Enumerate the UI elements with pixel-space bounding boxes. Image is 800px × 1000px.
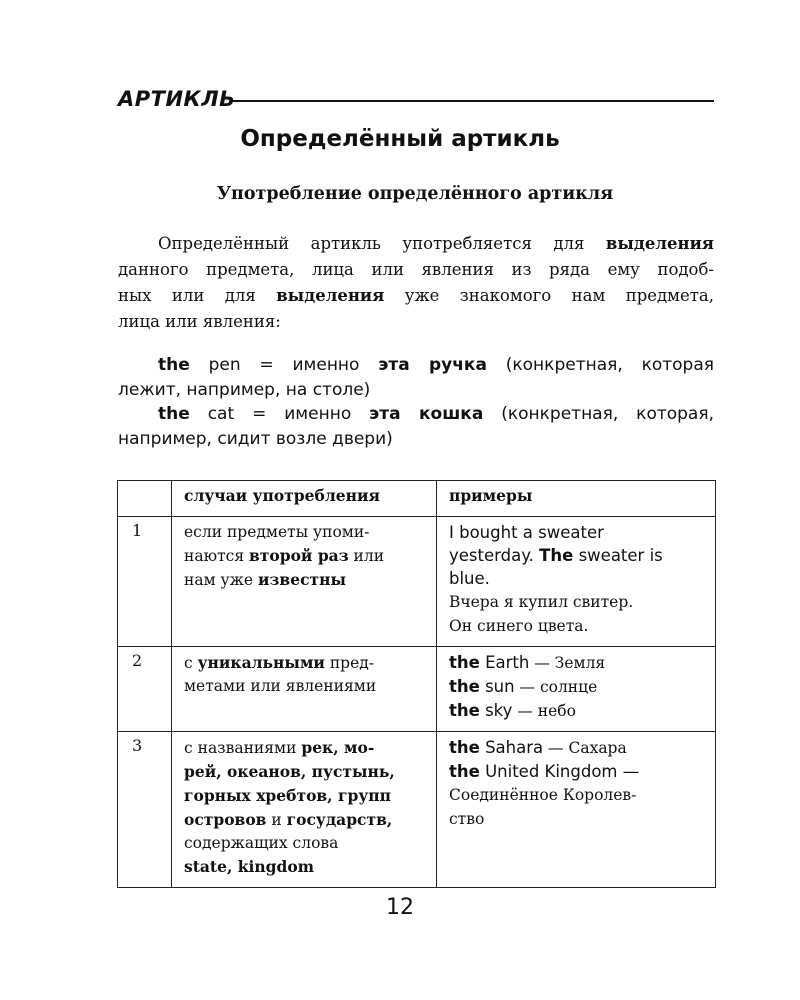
page-title: Определённый артикль (240, 126, 560, 152)
table-row (118, 647, 716, 732)
paragraph-line: данного предмета, лица или явления из ряда ему подоб- (118, 260, 714, 279)
example-cell: the Sahara — Сахара the United Kingdom — Соединённое Королев- ство (437, 732, 716, 888)
header-examples: примеры (437, 481, 716, 517)
subtitle: Употребление определённого артикля (216, 184, 614, 204)
case-cell: с уникальными пред- метами или явлениями (172, 647, 437, 732)
paragraph-line: ных или для выделения уже знакомого нам предмета, (118, 286, 714, 305)
example-cell: I bought a sweater yesterday. The sweater is blue. Вчера я купил свитер. Он синего цвета. (437, 517, 716, 647)
page-number: 12 (386, 895, 414, 920)
paragraph-line: лица или явления: (118, 312, 281, 331)
example-cell: the Earth — Земля the sun — солнце the sky — небо (437, 647, 716, 732)
header-rule (230, 100, 714, 102)
header-num (118, 481, 172, 517)
case-cell: с названиями рек, мо- рей, океанов, пустынь, горных хребтов, групп островов и государств, содержащих слова state, kingdom (172, 732, 437, 888)
example-the-pen: the pen = именно эта ручка (конкретная, которая лежит, например, на столе) (118, 355, 714, 400)
usage-table (117, 480, 716, 888)
case-cell: если предметы упоми- наются второй раз или нам уже известны (172, 517, 437, 647)
paragraph-line: Определённый артикль употребляется для выделения (158, 234, 714, 253)
example-the-cat: the cat = именно эта кошка (конкретная, которая, например, сидит возле двери) (118, 404, 714, 449)
running-header (118, 84, 714, 114)
section-label: АРТИКЛЬ (118, 87, 236, 111)
row-number: 3 (118, 732, 172, 888)
intro-paragraph (118, 231, 714, 335)
header-cases: случаи употребления (172, 481, 437, 517)
table-header-row (118, 481, 716, 517)
table-row (118, 517, 716, 647)
row-number: 2 (118, 647, 172, 732)
row-number: 1 (118, 517, 172, 647)
table-row (118, 732, 716, 888)
